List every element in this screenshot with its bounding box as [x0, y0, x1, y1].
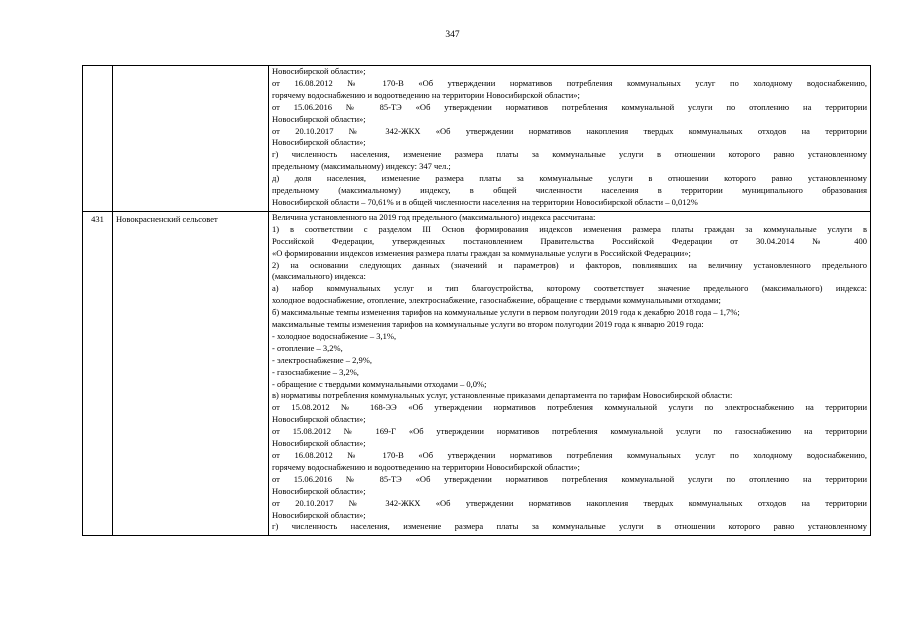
- text-line: от 20.10.2017 № 342-ЖКХ «Об утверждении нормативов накопления твердых коммунальных отходов на территории: [272, 125, 867, 136]
- table-row: [83, 211, 871, 535]
- text-line: в) нормативы потребления коммунальных услуг, установленные приказами департамента по тарифам Новосибирской области:: [272, 390, 733, 401]
- text-line: д) доля населения, изменение размера платы за коммунальные услуги в отношении которого равно установленному: [272, 173, 867, 184]
- text-line: Новосибирской области»;: [272, 485, 366, 496]
- text-line: - газоснабжение – 3,2%,: [272, 366, 359, 377]
- text-line: г) численность населения, изменение размера платы за коммунальные услуги в отношении которого равно установленному: [272, 521, 867, 532]
- text-line: Новосибирской области – 70,61% и в общей численности населения на территории Новосибирской области – 0,012%: [272, 196, 698, 207]
- text-line: Новосибирской области»;: [272, 509, 366, 520]
- row-text: [269, 211, 871, 535]
- text-line: - отопление – 3,2%,: [272, 342, 343, 353]
- text-line: Новосибирской области»;: [272, 137, 366, 148]
- text-line: горячему водоснабжению и водоотведению на территории Новосибирской области»;: [272, 89, 580, 100]
- text-line: горячему водоснабжению и водоотведению на территории Новосибирской области»;: [272, 461, 580, 472]
- text-line: - электроснабжение – 2,9%,: [272, 354, 372, 365]
- text-line: от 15.06.2016 № 85-ТЭ «Об утверждении нормативов потребления коммунальной услуги по отоплению на территории: [272, 473, 867, 484]
- row-text: [269, 66, 871, 212]
- text-line: от 15.08.2012 № 168-ЭЭ «Об утверждении нормативов потребления коммунальной услуги по электроснабжению на территории: [272, 402, 867, 413]
- text-line: максимальные темпы изменения тарифов на коммунальные услуги во втором полугодии 2019 года к январю 2019 года:: [272, 319, 704, 330]
- text-line: Российской Федерации, утвержденных постановлением Правительства Российской Федерации от 30.04.2014 № 400: [272, 235, 867, 246]
- text-line: предельному (максимальному) индексу, в общей численности населения в территории муниципального образования: [272, 185, 867, 196]
- data-table: [82, 65, 871, 536]
- text-line: от 16.08.2012 № 170-В «Об утверждении нормативов потребления коммунальных услуг по холодному водоснабжению,: [272, 77, 867, 88]
- text-line: - обращение с твердыми коммунальными отходами – 0,0%;: [272, 378, 487, 389]
- text-line: (максимального) индекса:: [272, 271, 366, 282]
- page-number: 347: [445, 30, 460, 40]
- municipality-name: Новокрасненский сельсовет: [113, 211, 269, 535]
- municipality-name: [113, 66, 269, 212]
- text-line: от 15.08.2012 № 169-Г «Об утверждении нормативов потребления коммунальной услуги по газоснабжению на территории: [272, 426, 867, 437]
- text-line: 2) на основании следующих данных (значений и параметров) и факторов, повлиявших на величину установленного предельного: [272, 259, 867, 270]
- text-line: б) максимальные темпы изменения тарифов на коммунальные услуги в первом полугодии 2019 года к декабрю 2018 года – 1,7%;: [272, 307, 740, 318]
- text-line: - холодное водоснабжение – 3,1%,: [272, 330, 397, 341]
- text-line: Новосибирской области»;: [272, 414, 366, 425]
- text-line: «О формировании индексов изменения размера платы граждан за коммунальные услуги в Российской Федерации»;: [272, 247, 691, 258]
- text-line: от 20.10.2017 № 342-ЖКХ «Об утверждении нормативов накопления твердых коммунальных отходов на территории: [272, 497, 867, 508]
- text-line: а) набор коммунальных услуг и тип благоустройства, которому соответствует значение предельного (максимального) индекса:: [272, 283, 867, 294]
- text-line: г) численность населения, изменение размера платы за коммунальные услуги в отношении которого равно установленному: [272, 149, 867, 160]
- text-line: от 16.08.2012 № 170-В «Об утверждении нормативов потребления коммунальных услуг по холодному водоснабжению,: [272, 450, 867, 460]
- text-line: Новосибирской области»;: [272, 113, 366, 124]
- text-line: холодное водоснабжение, отопление, электроснабжение, газоснабжение, обращение с твердыми коммунальными отходами;: [272, 295, 721, 306]
- text-line: Величина установленного на 2019 год предельного (максимального) индекса рассчитана:: [272, 211, 596, 222]
- table-row: [83, 66, 871, 212]
- text-line: предельному (максимальному) индексу: 347 чел.;: [272, 161, 451, 172]
- row-number: 431: [83, 211, 113, 535]
- text-line: Новосибирской области»;: [272, 66, 366, 76]
- text-line: от 15.06.2016 № 85-ТЭ «Об утверждении нормативов потребления коммунальной услуги по отоплению на территории: [272, 101, 867, 112]
- text-line: 1) в соответствии с разделом III Основ формирования индексов изменения размера платы граждан за коммунальные услуги в: [272, 223, 867, 234]
- text-line: Новосибирской области»;: [272, 438, 366, 449]
- row-number: [83, 66, 113, 212]
